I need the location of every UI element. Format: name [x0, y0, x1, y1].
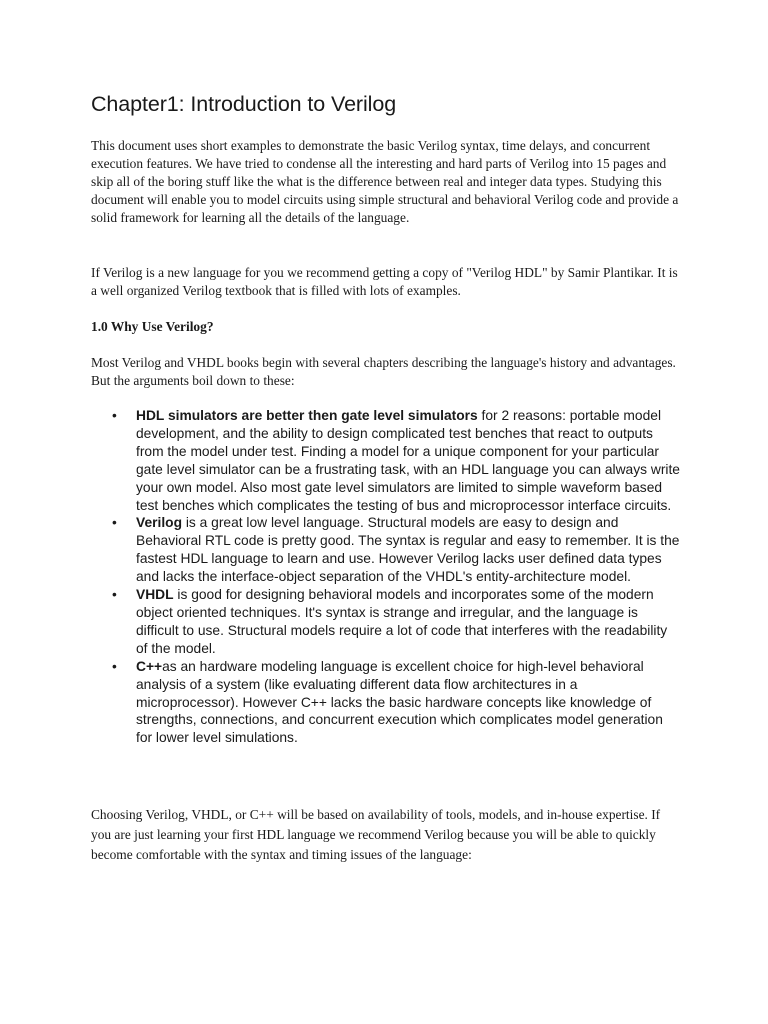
list-item-text: for 2 reasons: portable model development, and the ability to design complicated test benches that react to outputs from the model under test. Finding a model for a unique component for your particular gate level simulator can be a frustrating task, with an HDL language you can always write your own model. Also most gate level simulators are limited to simple waveform based test benches which complicates the testing of bus and microprocessor interface circuits.: [136, 408, 680, 513]
list-item-text: as an hardware modeling language is excellent choice for high-level behavioral analysis of a system (like evaluating different data flow architectures in a microprocessor). However C++ lacks the basic hardware concepts like knowledge of strengths, connections, and concurrent execution which complicates model generation for lower level simulations.: [136, 658, 663, 746]
page-title: Chapter1: Introduction to Verilog: [91, 92, 397, 116]
list-item-term: HDL simulators are better then gate level simulators: [136, 408, 478, 423]
list-item-term: C++: [136, 658, 163, 674]
list-item-term: VHDL: [136, 587, 174, 603]
bullet-icon: •: [112, 515, 117, 531]
list-item: [91, 658, 681, 748]
closing-paragraph: Choosing Verilog, VHDL, or C++ will be based on availability of tools, models, and in-house expertise. If you are just learning your first HDL language we recommend Verilog because you will be able to quickly become comfortable with the syntax and timing issues of the language:: [91, 807, 661, 862]
list-item-term: Verilog: [136, 515, 183, 531]
section-intro-paragraph: Most Verilog and VHDL books begin with several chapters describing the language's history and advantages. But the arguments boil down to these:: [91, 355, 676, 388]
intro-paragraph: This document uses short examples to demonstrate the basic Verilog syntax, time delays, and concurrent execution features. We have tried to condense all the interesting and hard parts of Verilog into 15 pages and skip all of the boring stuff like the what is the difference between real and integer data types. Studying this document will enable you to model circuits using simple structural and behavioral Verilog code and provide a solid framework for learning all the details of the language.: [91, 138, 679, 225]
bullet-icon: •: [112, 587, 117, 603]
list-item-text: is good for designing behavioral models and incorporates some of the modern object oriented techniques. It's syntax is strange and irregular, and the language is difficult to use. Structural models require a lot of code that interferes with the readability of the model.: [136, 587, 668, 656]
list-item: [91, 514, 681, 586]
section-heading: 1.0 Why Use Verilog?: [91, 319, 214, 334]
list-item: [91, 586, 681, 658]
bullet-icon: •: [112, 408, 117, 423]
bullet-icon: •: [112, 658, 117, 674]
list-item-text: is a great low level language. Structural models are easy to design and Behavioral RTL code is pretty good. The syntax is regular and easy to remember. It is the fastest HDL language to learn and use. However Verilog lacks user defined data types and lacks the interface-object separation of the VHDL's entity-architecture model.: [136, 515, 680, 585]
recommend-paragraph: If Verilog is a new language for you we recommend getting a copy of "Verilog HDL" by Samir Plantikar. It is a well organized Verilog textbook that is filled with lots of examples.: [91, 265, 678, 298]
reasons-list: [91, 407, 681, 747]
list-item: [91, 407, 681, 514]
